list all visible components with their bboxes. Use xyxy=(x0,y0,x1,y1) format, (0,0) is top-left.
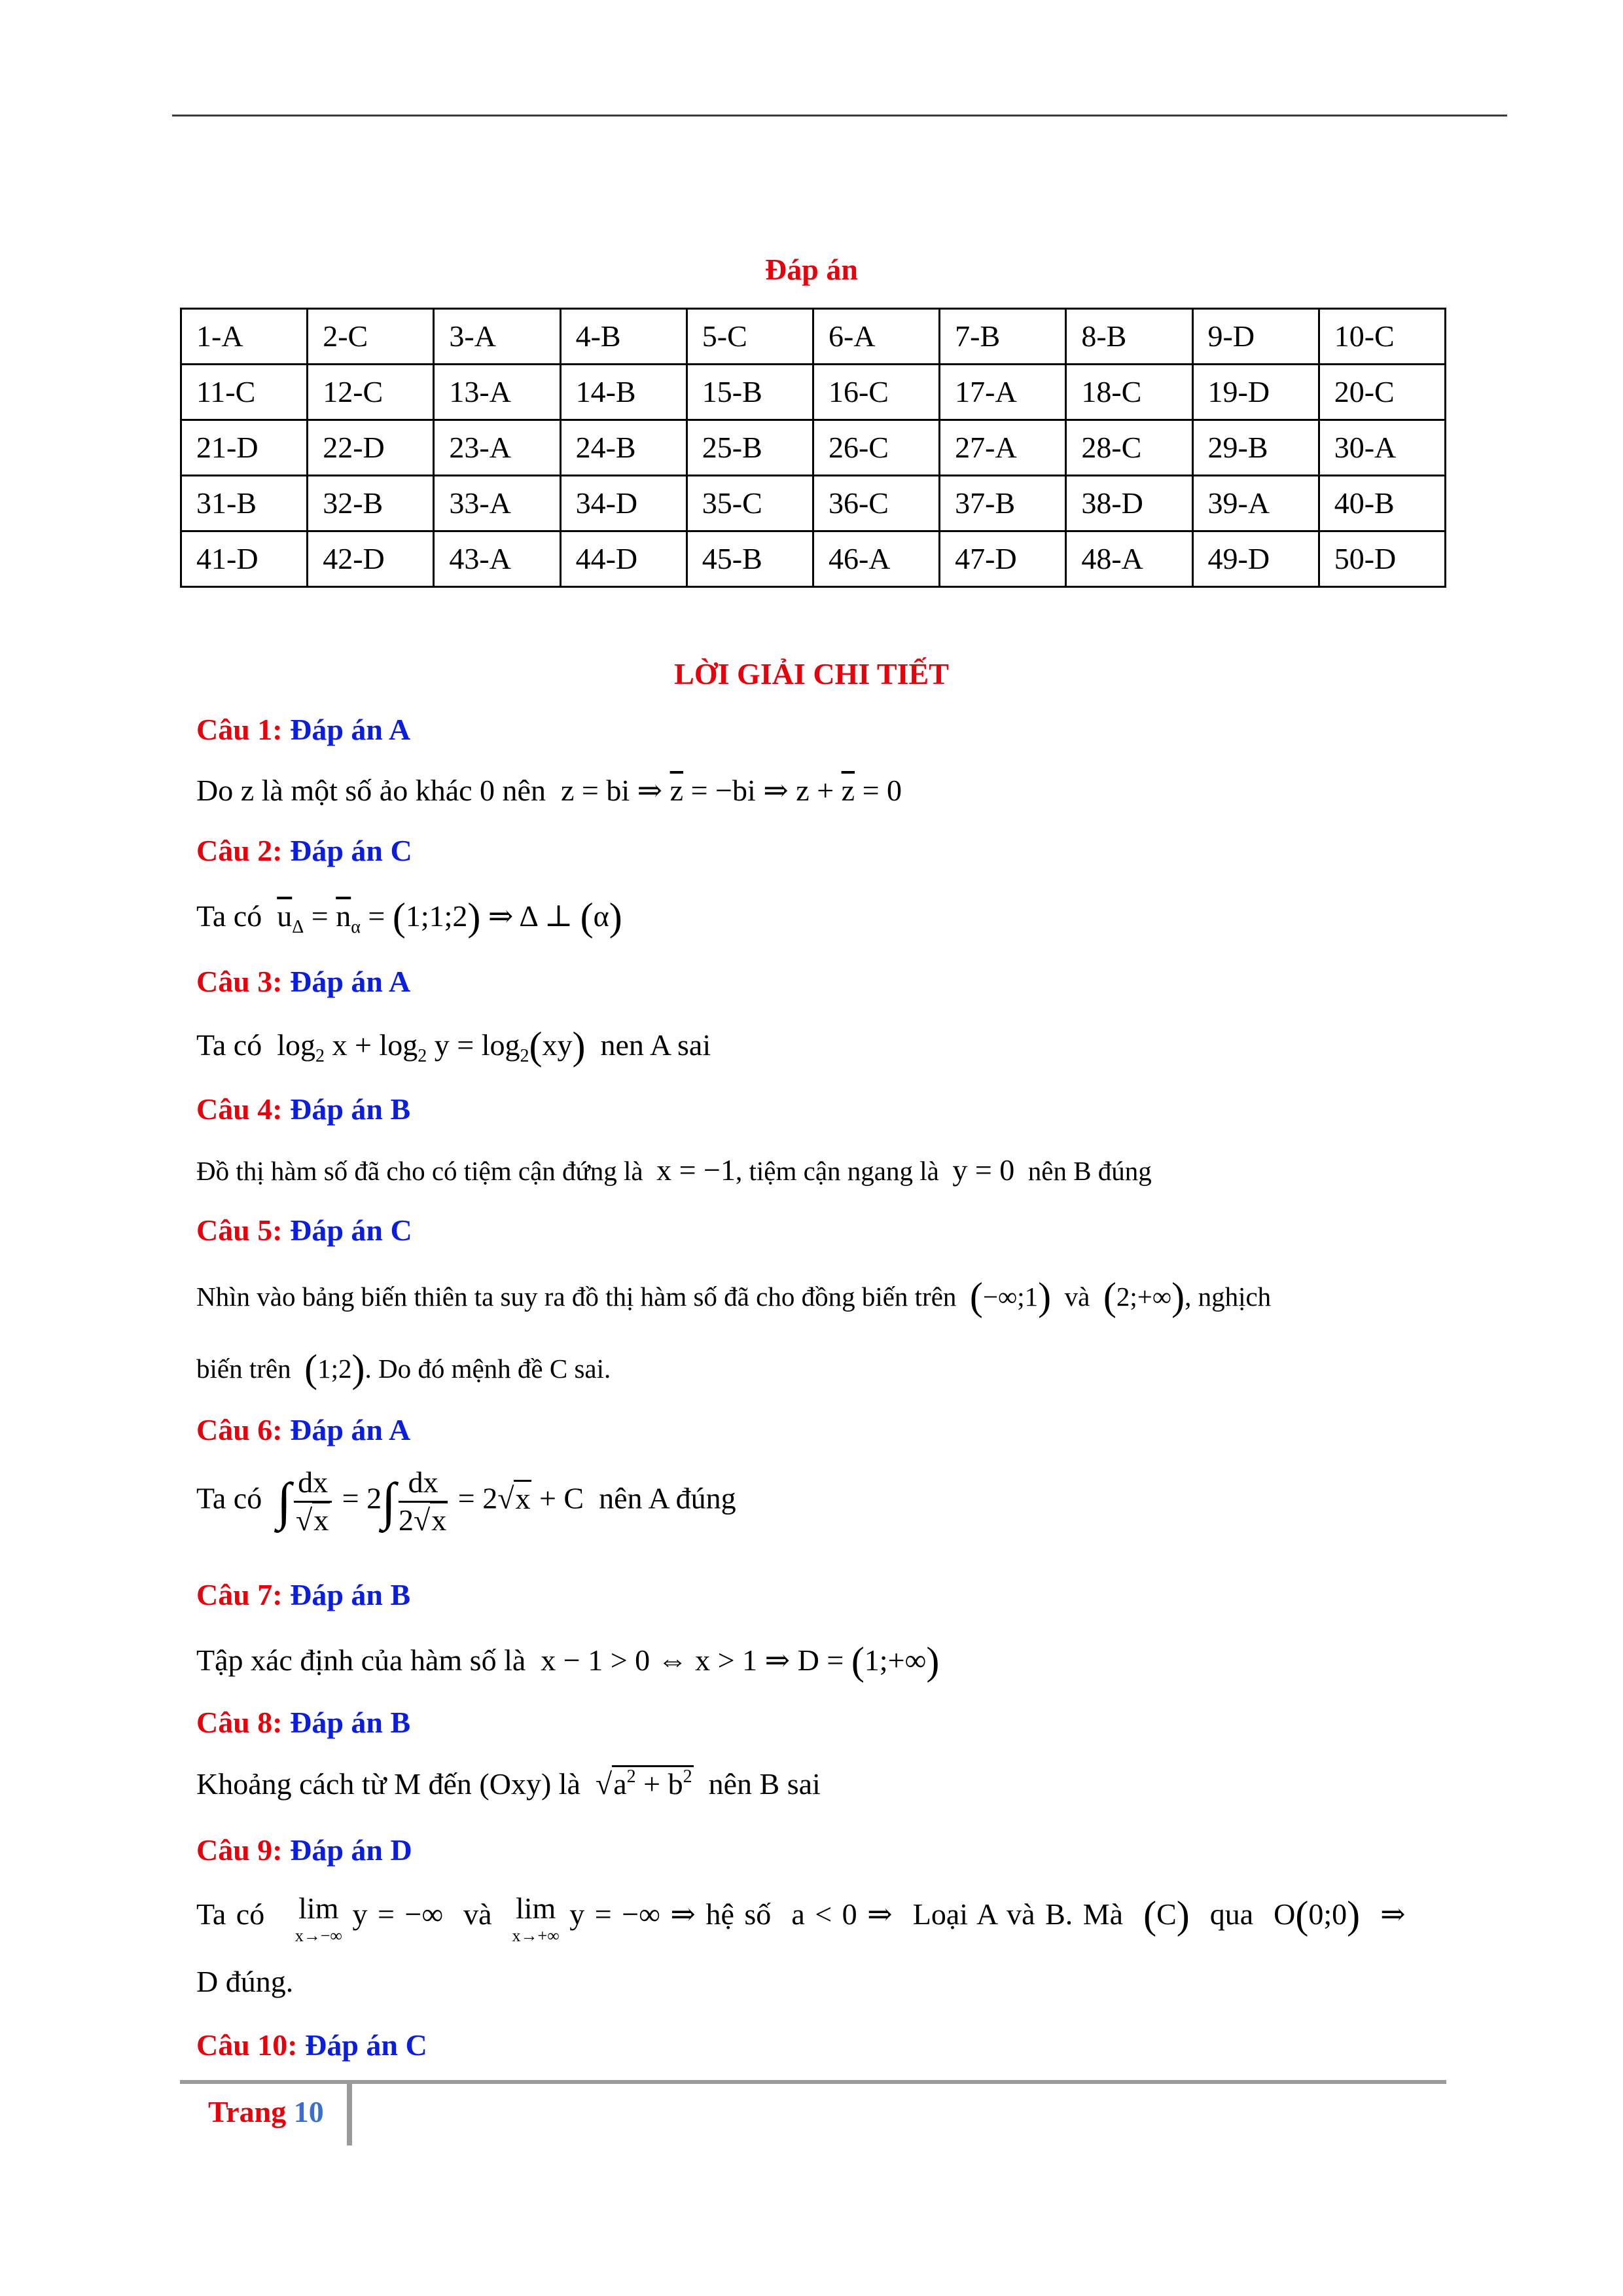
answer-cell: 46-A xyxy=(813,531,939,587)
answer-cell: 36-C xyxy=(813,476,939,531)
answer-cell: 50-D xyxy=(1319,531,1445,587)
question-2-heading: Câu 2: Đáp án C xyxy=(196,834,412,867)
answer-cell: 30-A xyxy=(1319,420,1445,476)
answer-cell: 6-A xyxy=(813,309,939,365)
answer-cell: 28-C xyxy=(1066,420,1192,476)
answer-row xyxy=(181,420,1446,476)
footer-rule xyxy=(180,2080,1446,2084)
answer-cell: 48-A xyxy=(1066,531,1192,587)
answer-cell: 42-D xyxy=(308,531,434,587)
answer-cell: 44-D xyxy=(560,531,687,587)
answers-title: Đáp án xyxy=(765,253,858,286)
answer-cell: 27-A xyxy=(940,420,1066,476)
answer-cell: 4-B xyxy=(560,309,687,365)
question-9-heading: Câu 9: Đáp án D xyxy=(196,1833,412,1867)
answer-cell: 47-D xyxy=(940,531,1066,587)
answer-cell: 40-B xyxy=(1319,476,1445,531)
question-5-solution-line-2: biến trên (1;2). Do đó mệnh đề C sai. xyxy=(196,1347,611,1390)
answer-cell: 13-A xyxy=(434,365,560,420)
answer-cell: 32-B xyxy=(308,476,434,531)
question-1-solution: Do z là một số ảo khác 0 nên z = bi ⇒ $\overline{z} = -bi$ ⇒ $z + \overline{z} = 0$ xyxy=(196,774,902,807)
question-10-heading: Câu 10: Đáp án C xyxy=(196,2028,427,2062)
question-8-solution: Khoảng cách từ M đến (Oxy) là $√a^2 + b^2$ nên B sai xyxy=(196,1767,821,1801)
answer-cell: 19-D xyxy=(1192,365,1319,420)
answer-cell: 38-D xyxy=(1066,476,1192,531)
answer-cell: 37-B xyxy=(940,476,1066,531)
question-3-heading: Câu 3: Đáp án A xyxy=(196,965,411,998)
answer-cell: 9-D xyxy=(1192,309,1319,365)
answer-cell: 8-B xyxy=(1066,309,1192,365)
question-6-solution: Ta có ∫ $\frac{dx}{√x}$ = 2∫ $\frac{dx}{2√x}$ = 2√x + C nên A đúng xyxy=(196,1465,736,1537)
question-5-heading: Câu 5: Đáp án C xyxy=(196,1213,412,1247)
answer-cell: 18-C xyxy=(1066,365,1192,420)
question-9-solution-line-1: Ta có lim x→−∞ y = −∞ và lim x→+∞ y = −∞ ⇒ hệ số a < 0 ⇒ Loại A và B. Mà (C) qua O(0;0) ⇒ xyxy=(196,1892,1406,1945)
answer-cell: 29-B xyxy=(1192,420,1319,476)
page-number: Trang 10 xyxy=(208,2095,324,2128)
question-6-heading: Câu 6: Đáp án A xyxy=(196,1413,411,1446)
answer-cell: 5-C xyxy=(687,309,813,365)
answer-row xyxy=(181,531,1446,587)
answer-cell: 10-C xyxy=(1319,309,1445,365)
question-3-solution: Ta có $\log_2 x + \log_2 y = \log_2(xy)$ nen A sai xyxy=(196,1024,711,1067)
answer-cell: 20-C xyxy=(1319,365,1445,420)
header-rule xyxy=(172,115,1507,117)
answer-row xyxy=(181,309,1446,365)
answer-cell: 15-B xyxy=(687,365,813,420)
solutions-title: LỜI GIẢI CHI TIẾT xyxy=(674,657,949,691)
answer-cell: 35-C xyxy=(687,476,813,531)
question-7-heading: Câu 7: Đáp án B xyxy=(196,1578,411,1611)
footer-divider xyxy=(347,2084,352,2145)
question-8-heading: Câu 8: Đáp án B xyxy=(196,1706,411,1739)
answer-cell: 43-A xyxy=(434,531,560,587)
answer-cell: 31-B xyxy=(181,476,308,531)
answer-row xyxy=(181,365,1446,420)
answer-cell: 12-C xyxy=(308,365,434,420)
answer-cell: 34-D xyxy=(560,476,687,531)
answer-cell: 11-C xyxy=(181,365,308,420)
answer-table xyxy=(180,308,1446,588)
answer-cell: 49-D xyxy=(1192,531,1319,587)
answer-row xyxy=(181,476,1446,531)
answer-cell: 25-B xyxy=(687,420,813,476)
question-4-heading: Câu 4: Đáp án B xyxy=(196,1092,411,1126)
answer-cell: 17-A xyxy=(940,365,1066,420)
answer-cell: 22-D xyxy=(308,420,434,476)
answer-cell: 23-A xyxy=(434,420,560,476)
answer-cell: 39-A xyxy=(1192,476,1319,531)
answer-cell: 21-D xyxy=(181,420,308,476)
answer-cell: 41-D xyxy=(181,531,308,587)
answer-cell: 45-B xyxy=(687,531,813,587)
answer-cell: 2-C xyxy=(308,309,434,365)
answer-cell: 26-C xyxy=(813,420,939,476)
answer-cell: 24-B xyxy=(560,420,687,476)
question-7-solution: Tập xác định của hàm số là x − 1 > 0 ⇔ x > 1 ⇒ D = (1;+∞) xyxy=(196,1640,940,1683)
answer-cell: 16-C xyxy=(813,365,939,420)
answer-cell: 3-A xyxy=(434,309,560,365)
question-5-solution-line-1: Nhìn vào bảng biến thiên ta suy ra đồ thị hàm số đã cho đồng biến trên (−∞;1) và (2;+∞), nghịch xyxy=(196,1275,1272,1318)
answer-cell: 7-B xyxy=(940,309,1066,365)
question-1-heading: Câu 1: Đáp án A xyxy=(196,713,411,746)
answer-cell: 1-A xyxy=(181,309,308,365)
question-2-solution: Ta có $\overline{u}_\Delta = \overline{n}_\alpha$ = (1;1;2) ⇒ Δ ⊥ (α) xyxy=(196,895,622,939)
answer-cell: 33-A xyxy=(434,476,560,531)
question-4-solution: Đồ thị hàm số đã cho có tiệm cận đứng là x = −1, tiệm cận ngang là y = 0 nên B đúng xyxy=(196,1153,1152,1187)
question-9-solution-line-2: D đúng. xyxy=(196,1965,294,1998)
answer-cell: 14-B xyxy=(560,365,687,420)
